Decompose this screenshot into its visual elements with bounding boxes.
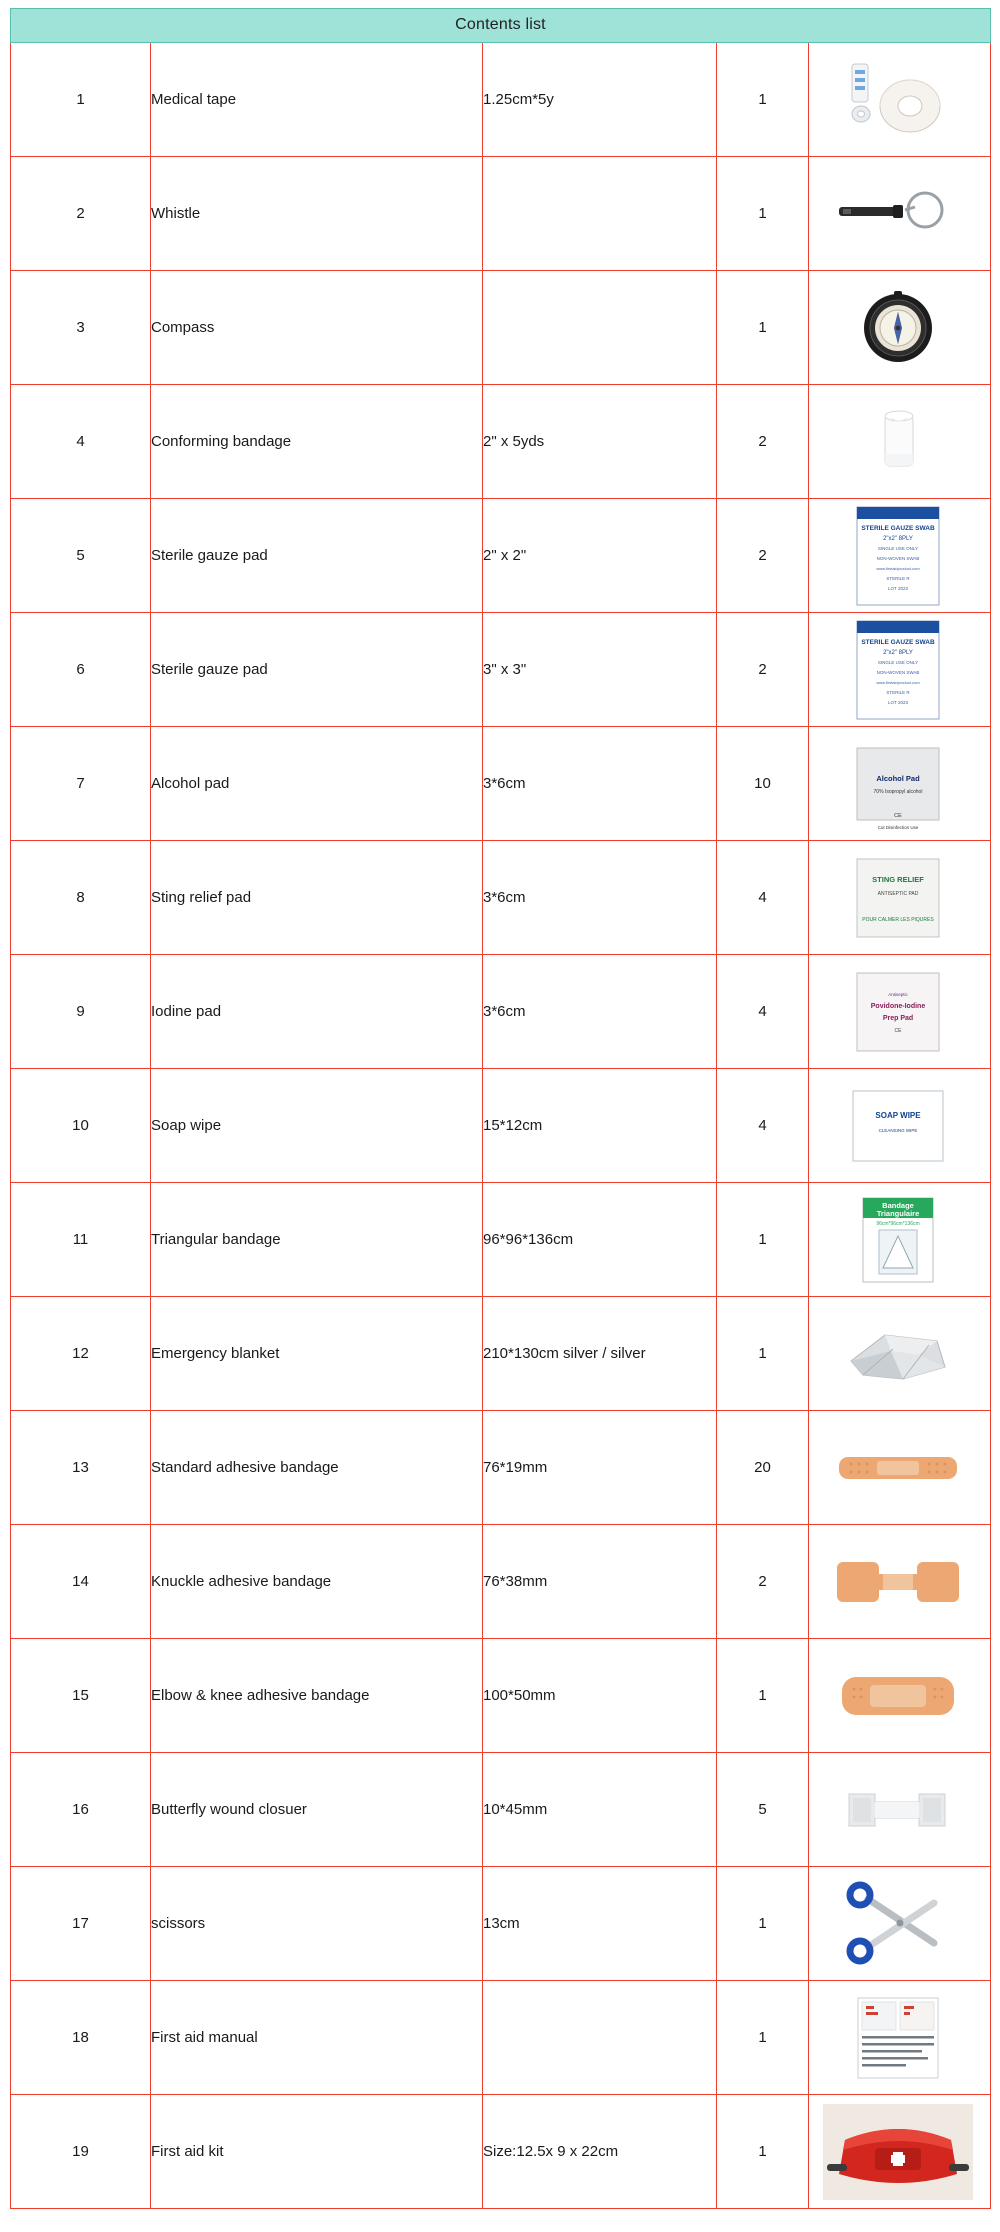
row-item-name: Sterile gauze pad [151, 499, 483, 613]
page-title: Contents list [11, 9, 991, 43]
alcohol-pad-icon [809, 729, 987, 839]
table-row [11, 1867, 991, 1981]
svg-text:STERILE GAUZE SWAB: STERILE GAUZE SWAB [861, 638, 935, 646]
row-number: 13 [11, 1411, 151, 1525]
table-row [11, 1753, 991, 1867]
row-specification: 3" x 3" [483, 613, 717, 727]
table-row [11, 727, 991, 841]
table-row [11, 499, 991, 613]
soap-wipe-icon [809, 1071, 987, 1181]
row-number: 12 [11, 1297, 151, 1411]
standard-bandage-icon [809, 1413, 987, 1523]
scissors-icon [809, 1869, 987, 1979]
svg-text:CE: CE [894, 1027, 902, 1034]
triangular-bandage-icon [809, 1185, 987, 1295]
whistle-icon [809, 159, 987, 269]
row-picture-cell [809, 841, 991, 955]
svg-text:SINGLE USE ONLY: SINGLE USE ONLY [877, 545, 919, 551]
row-item-name: Compass [151, 271, 483, 385]
row-quantity: 4 [717, 841, 809, 955]
row-specification: 3*6cm [483, 955, 717, 1069]
row-specification [483, 1981, 717, 2095]
svg-text:Povidone-Iodine: Povidone-Iodine [870, 1002, 926, 1010]
row-specification: Size:12.5x 9 x 22cm [483, 2095, 717, 2209]
row-picture-cell [809, 955, 991, 1069]
row-picture-cell [809, 1639, 991, 1753]
row-picture-cell [809, 1297, 991, 1411]
svg-text:Antiseptic: Antiseptic [888, 991, 908, 997]
row-picture-cell [809, 499, 991, 613]
row-quantity: 4 [717, 1069, 809, 1183]
svg-text:SOAP WIPE: SOAP WIPE [875, 1110, 921, 1120]
row-item-name: Conforming bandage [151, 385, 483, 499]
row-number: 11 [11, 1183, 151, 1297]
row-quantity: 1 [717, 1639, 809, 1753]
svg-text:Cut Disinfection Use: Cut Disinfection Use [877, 824, 919, 830]
row-picture-cell [809, 43, 991, 157]
row-specification: 15*12cm [483, 1069, 717, 1183]
svg-text:CLEANSING WIPE: CLEANSING WIPE [878, 1127, 918, 1133]
row-quantity: 1 [717, 271, 809, 385]
table-body [11, 43, 991, 2209]
row-quantity: 10 [717, 727, 809, 841]
row-quantity: 4 [717, 955, 809, 1069]
row-item-name: Triangular bandage [151, 1183, 483, 1297]
svg-text:2"x2" 8PLY: 2"x2" 8PLY [883, 535, 913, 542]
table-row [11, 43, 991, 157]
row-item-name: Elbow & knee adhesive bandage [151, 1639, 483, 1753]
row-quantity: 1 [717, 1867, 809, 1981]
svg-text:STERILE R: STERILE R [886, 575, 910, 581]
row-number: 18 [11, 1981, 151, 2095]
row-number: 6 [11, 613, 151, 727]
row-number: 4 [11, 385, 151, 499]
row-quantity: 1 [717, 43, 809, 157]
row-picture-cell [809, 385, 991, 499]
row-item-name: Knuckle adhesive bandage [151, 1525, 483, 1639]
table-row [11, 271, 991, 385]
sting-relief-pad-icon [809, 843, 987, 953]
row-item-name: Whistle [151, 157, 483, 271]
row-picture-cell [809, 727, 991, 841]
svg-text:www.firstaidproduct.com: www.firstaidproduct.com [876, 565, 920, 571]
svg-text:CE: CE [894, 812, 902, 819]
row-picture-cell [809, 271, 991, 385]
row-item-name: scissors [151, 1867, 483, 1981]
row-number: 8 [11, 841, 151, 955]
emergency-blanket-icon [809, 1299, 987, 1409]
table-row [11, 2095, 991, 2209]
first-aid-manual-icon [809, 1983, 987, 2093]
row-specification [483, 157, 717, 271]
svg-text:STERILE R: STERILE R [886, 689, 910, 695]
row-quantity: 1 [717, 1981, 809, 2095]
svg-text:LOT 2023: LOT 2023 [888, 585, 908, 591]
iodine-pad-icon [809, 957, 987, 1067]
svg-text:Bandage: Bandage [882, 1200, 914, 1210]
row-quantity: 1 [717, 2095, 809, 2209]
row-number: 19 [11, 2095, 151, 2209]
medical-tape-icon [809, 45, 987, 155]
row-item-name: First aid manual [151, 1981, 483, 2095]
row-number: 14 [11, 1525, 151, 1639]
knuckle-bandage-icon [809, 1527, 987, 1637]
table-row [11, 1411, 991, 1525]
row-number: 5 [11, 499, 151, 613]
row-picture-cell [809, 1981, 991, 2095]
row-specification: 2" x 5yds [483, 385, 717, 499]
row-quantity: 2 [717, 385, 809, 499]
row-picture-cell [809, 1525, 991, 1639]
row-specification [483, 271, 717, 385]
svg-text:2"x2" 8PLY: 2"x2" 8PLY [883, 649, 913, 656]
row-specification: 3*6cm [483, 727, 717, 841]
contents-table [10, 8, 991, 2209]
butterfly-closure-icon [809, 1755, 987, 1865]
svg-text:ANTISEPTIC PAD: ANTISEPTIC PAD [877, 890, 919, 897]
row-quantity: 1 [717, 1183, 809, 1297]
row-specification: 3*6cm [483, 841, 717, 955]
first-aid-kit-bag-icon [809, 2097, 987, 2207]
row-number: 15 [11, 1639, 151, 1753]
row-item-name: Standard adhesive bandage [151, 1411, 483, 1525]
table-title-row [11, 9, 991, 43]
row-specification: 76*38mm [483, 1525, 717, 1639]
row-specification: 76*19mm [483, 1411, 717, 1525]
svg-text:Prep Pad: Prep Pad [882, 1014, 914, 1022]
row-picture-cell [809, 2095, 991, 2209]
gauze-pad-packet-icon [809, 615, 987, 725]
row-quantity: 1 [717, 157, 809, 271]
row-picture-cell [809, 1753, 991, 1867]
row-picture-cell [809, 157, 991, 271]
row-number: 2 [11, 157, 151, 271]
row-number: 1 [11, 43, 151, 157]
row-number: 17 [11, 1867, 151, 1981]
table-row [11, 1525, 991, 1639]
row-number: 7 [11, 727, 151, 841]
table-row [11, 1981, 991, 2095]
row-quantity: 2 [717, 613, 809, 727]
row-picture-cell [809, 1069, 991, 1183]
elbow-knee-bandage-icon [809, 1641, 987, 1751]
row-specification: 96*96*136cm [483, 1183, 717, 1297]
row-number: 10 [11, 1069, 151, 1183]
svg-text:Alcohol Pad: Alcohol Pad [876, 773, 920, 783]
row-number: 9 [11, 955, 151, 1069]
row-item-name: Medical tape [151, 43, 483, 157]
table-row [11, 1639, 991, 1753]
table-row [11, 385, 991, 499]
svg-text:LOT 2023: LOT 2023 [888, 699, 908, 705]
row-item-name: First aid kit [151, 2095, 483, 2209]
svg-text:NON-WOVEN SWAB: NON-WOVEN SWAB [876, 669, 920, 675]
table-row [11, 841, 991, 955]
compass-icon [809, 273, 987, 383]
table-row [11, 955, 991, 1069]
row-item-name: Butterfly wound closuer [151, 1753, 483, 1867]
row-number: 3 [11, 271, 151, 385]
row-quantity: 20 [717, 1411, 809, 1525]
table-row [11, 613, 991, 727]
svg-text:STING RELIEF: STING RELIEF [872, 874, 924, 884]
table-row [11, 1069, 991, 1183]
svg-text:www.firstaidproduct.com: www.firstaidproduct.com [876, 679, 920, 685]
row-quantity: 2 [717, 1525, 809, 1639]
row-item-name: Soap wipe [151, 1069, 483, 1183]
table-row [11, 1183, 991, 1297]
svg-text:NON-WOVEN SWAB: NON-WOVEN SWAB [876, 555, 920, 561]
row-picture-cell [809, 613, 991, 727]
svg-text:70% Isopropyl alcohol: 70% Isopropyl alcohol [873, 788, 923, 795]
row-item-name: Sterile gauze pad [151, 613, 483, 727]
row-item-name: Sting relief pad [151, 841, 483, 955]
row-quantity: 1 [717, 1297, 809, 1411]
row-quantity: 2 [717, 499, 809, 613]
svg-text:96cm*96cm*136cm: 96cm*96cm*136cm [876, 1220, 920, 1227]
table-row [11, 157, 991, 271]
conforming-bandage-icon [809, 387, 987, 497]
row-item-name: Emergency blanket [151, 1297, 483, 1411]
row-picture-cell [809, 1867, 991, 1981]
svg-text:POUR CALMER LES PIQURES: POUR CALMER LES PIQURES [862, 916, 934, 923]
row-picture-cell [809, 1183, 991, 1297]
row-specification: 210*130cm silver / silver [483, 1297, 717, 1411]
row-specification: 2" x 2" [483, 499, 717, 613]
svg-text:STERILE GAUZE SWAB: STERILE GAUZE SWAB [861, 524, 935, 532]
row-picture-cell [809, 1411, 991, 1525]
table-row [11, 1297, 991, 1411]
gauze-pad-packet-icon [809, 501, 987, 611]
row-specification: 13cm [483, 1867, 717, 1981]
row-specification: 100*50mm [483, 1639, 717, 1753]
row-item-name: Alcohol pad [151, 727, 483, 841]
svg-text:Triangulaire: Triangulaire [876, 1208, 920, 1218]
row-number: 16 [11, 1753, 151, 1867]
row-specification: 1.25cm*5y [483, 43, 717, 157]
row-item-name: Iodine pad [151, 955, 483, 1069]
row-quantity: 5 [717, 1753, 809, 1867]
row-specification: 10*45mm [483, 1753, 717, 1867]
svg-text:SINGLE USE ONLY: SINGLE USE ONLY [877, 659, 919, 665]
